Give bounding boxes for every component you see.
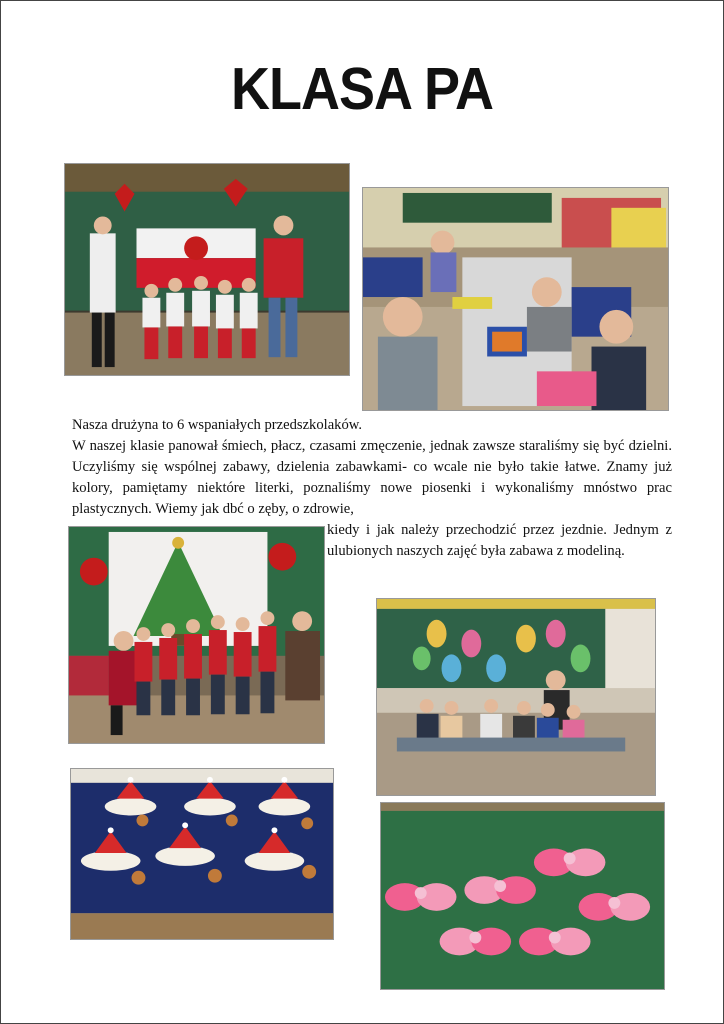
body-paragraph: W naszej klasie panował śmiech, płacz, czasami zmęczenie, jednak zawsze staraliśmy się być dzielni. Uczyliśmy się wspólnej zabawy, dzielenia zabawkami- co wcale nie było takie łatwe. Znamy już kolory, pamiętamy niektóre literki, poznaliśmy nowe piosenki i wykonaliśmy mnóstwo prac plastycznych. Wiemy jak dbć o zęby, o zdrowie, <box>72 438 672 517</box>
photo-kids-at-table <box>362 187 669 411</box>
intro-paragraph: Nasza drużyna to 6 wspaniałych przedszkolaków. <box>72 417 363 433</box>
continued-paragraph: kiedy i jak należy przechodzić przez jezdnie. Jednym z ulubionych naszych zajęć była zabawa z modeliną. <box>327 522 672 559</box>
photo-christmas-group <box>68 526 325 744</box>
photo-class-with-flag <box>64 163 350 376</box>
page-title: KLASA PA <box>231 55 493 122</box>
photo-kids-on-floor <box>376 598 656 796</box>
text-block <box>72 415 672 520</box>
photo-pink-crafts <box>380 802 665 990</box>
photo-santa-crafts <box>70 768 334 940</box>
